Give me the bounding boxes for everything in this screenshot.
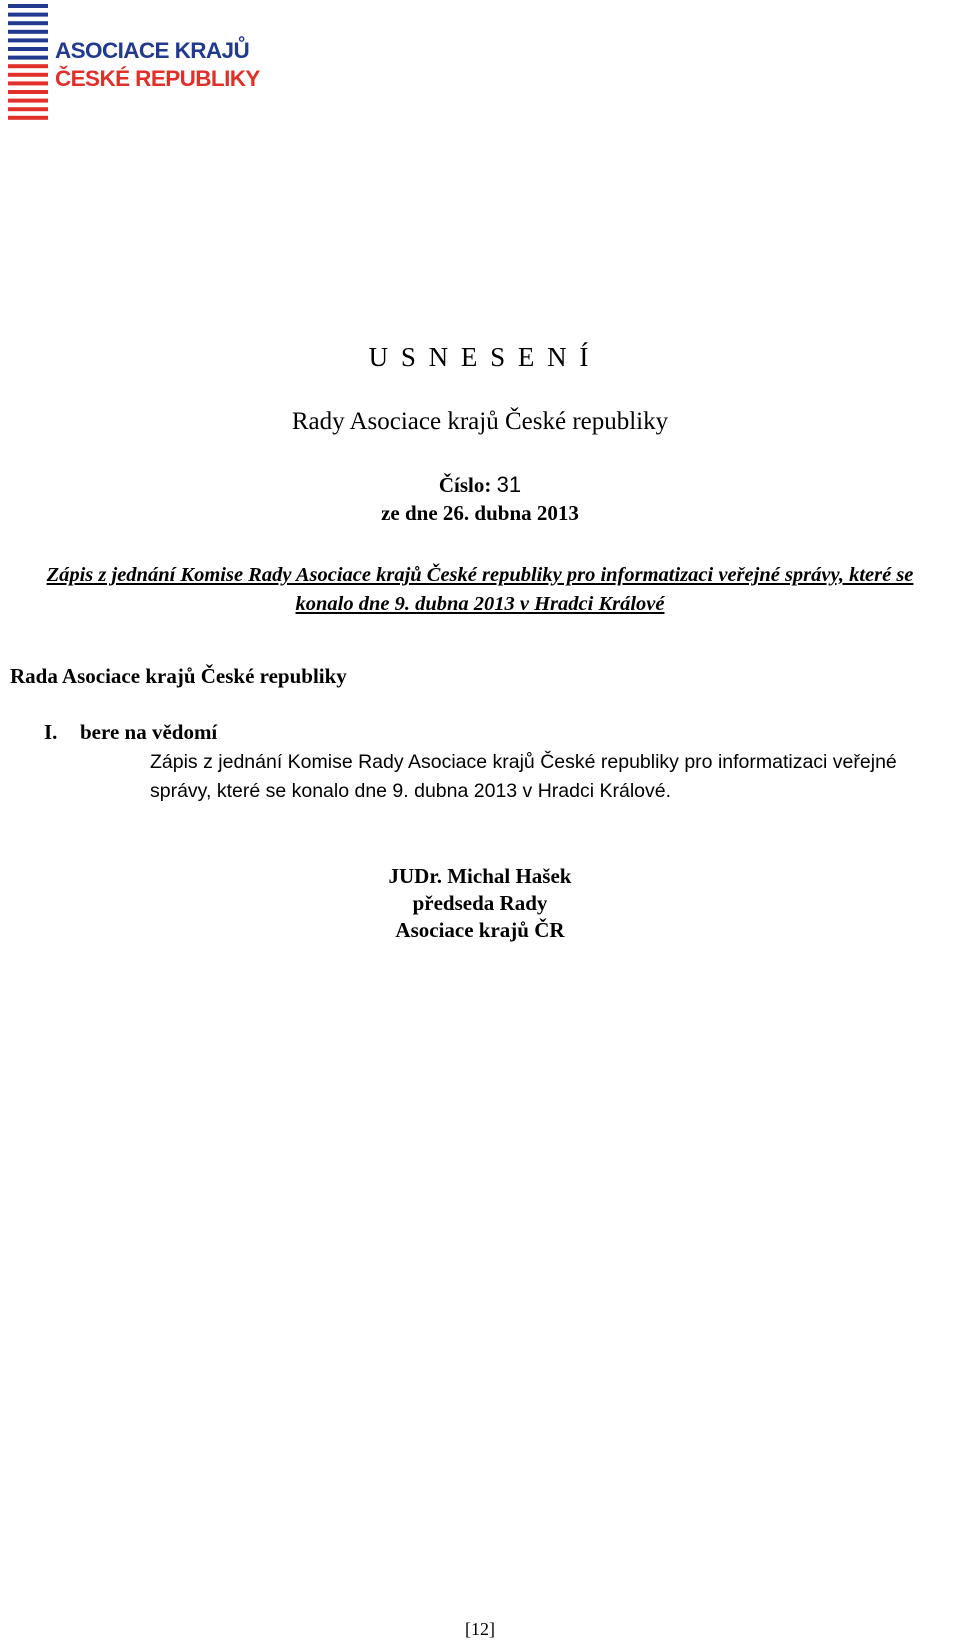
- resolution-item-numeral: I.: [44, 720, 58, 744]
- logo-stripe: [8, 99, 48, 103]
- resolution-number-label: Číslo:: [438, 473, 492, 497]
- logo-text-line2: ČESKÉ REPUBLIKY: [55, 66, 260, 91]
- resolution-number: [0, 472, 960, 498]
- logo-stripe: [8, 64, 48, 68]
- logo-text-line1: ASOCIACE KRAJŮ: [55, 38, 250, 63]
- resolution-item-text: Zápis z jednání Komise Rady Asociace krajů České republiky pro informatizaci veřejné správy, které se konalo dne 9. dubna 2013 v Hradci Králové.: [150, 751, 897, 802]
- logo-stripe: [8, 13, 48, 17]
- signature-name: JUDr. Michal Hašek: [388, 864, 572, 888]
- signature-organization: Asociace krajů ČR: [395, 918, 565, 942]
- association-logo: [8, 4, 278, 126]
- resolution-item-heading: [44, 720, 217, 745]
- resolution-subject: Zápis z jednání Komise Rady Asociace krajů České republiky pro informatizaci veřejné správy, které se konalo dne 9. dubna 2013 v Hradci Králové: [46, 564, 914, 615]
- document-title: U S N E S E N Í: [368, 342, 592, 372]
- logo-stripe: [8, 81, 48, 85]
- logo-stripe: [8, 47, 48, 51]
- signature-block: [0, 863, 960, 944]
- logo-stripe: [8, 116, 48, 120]
- logo-stripe: [8, 107, 48, 111]
- logo-stripe: [8, 73, 48, 77]
- resolution-number-value: 31: [496, 472, 522, 497]
- signature-role: předseda Rady: [412, 891, 548, 915]
- logo-stripe: [8, 30, 48, 34]
- logo-stripe: [8, 4, 48, 8]
- page-number: [12]: [465, 1619, 495, 1639]
- logo-stripe: [8, 38, 48, 42]
- logo-stripe: [8, 90, 48, 94]
- logo-stripe: [8, 21, 48, 25]
- logo-stripe: [8, 56, 48, 60]
- document-subtitle: Rady Asociace krajů České republiky: [291, 408, 669, 435]
- resolution-date: ze dne 26. dubna 2013: [381, 501, 579, 525]
- logo-stripes-icon: [8, 4, 48, 126]
- resolution-item-verb: bere na vědomí: [80, 720, 218, 744]
- body-intro: Rada Asociace krajů České republiky: [10, 664, 347, 688]
